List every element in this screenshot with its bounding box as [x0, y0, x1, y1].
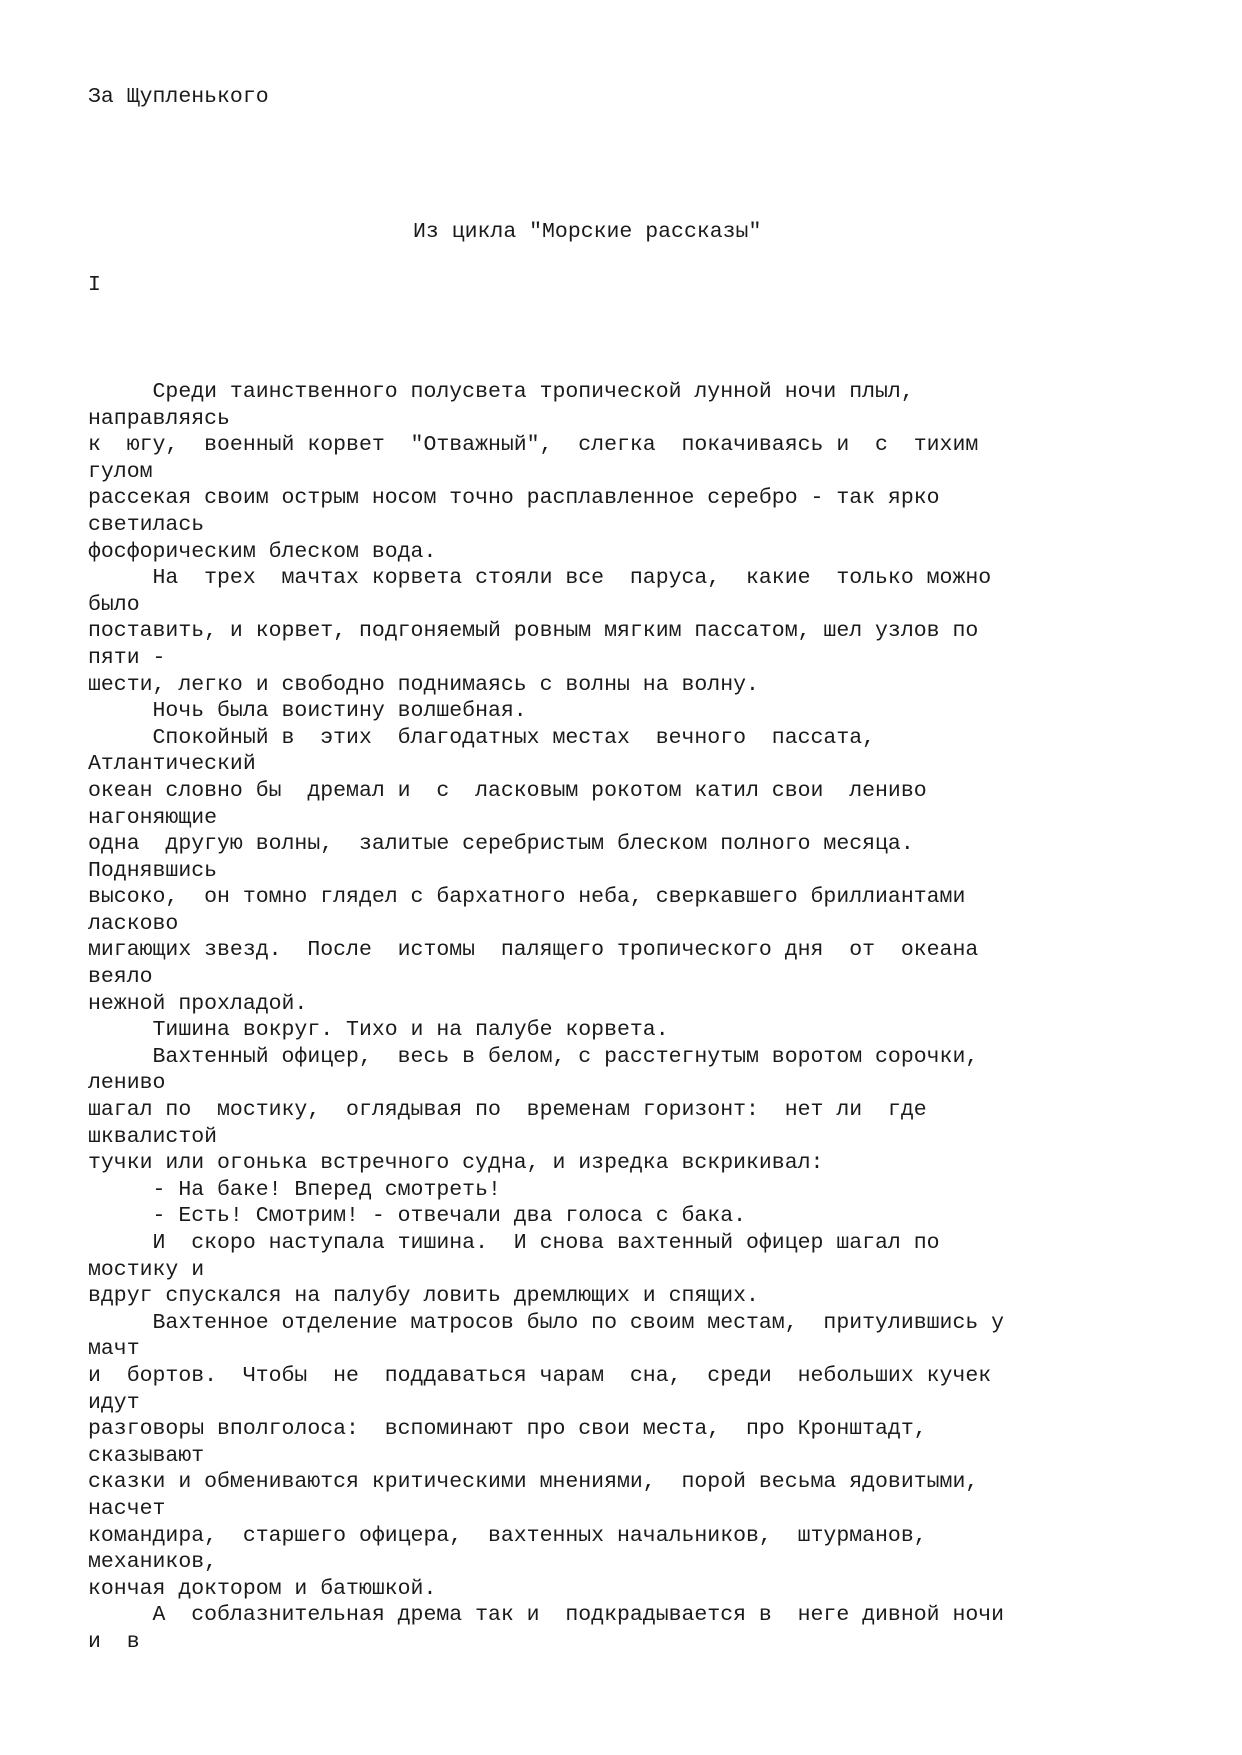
text-line: вдруг спускался на палубу ловить дремлющих и спящих. [88, 1284, 759, 1309]
text-line: океан словно бы дремал и с ласковым рокотом катил свои лениво [88, 778, 927, 803]
text-line: лениво [88, 1071, 166, 1096]
text-line: ласково [88, 911, 179, 936]
text-line: веяло [88, 965, 153, 990]
text-line: фосфорическим блеском вода. [88, 539, 437, 564]
text-line: и бортов. Чтобы не поддаваться чарам сна, среди небольших кучек [88, 1363, 992, 1388]
text-line: направляясь [88, 406, 230, 431]
text-line: рассекая своим острым носом точно расплавленное серебро - так ярко [88, 486, 940, 511]
text-line: насчет [88, 1496, 166, 1521]
text-line: Среди таинственного полусвета тропической лунной ночи плыл, [88, 380, 914, 404]
text-line: разговоры вполголоса: вспоминают про свои места, про Кронштадт, [88, 1417, 927, 1442]
cycle-subtitle: Из цикла "Морские рассказы" [413, 220, 762, 244]
text-line: мигающих звезд. После истомы палящего тропического дня от океана [88, 938, 979, 963]
text-line: командира, старшего офицера, вахтенных начальников, штурманов, [88, 1523, 927, 1548]
text-line: сказки и обмениваются критическими мнениями, порой весьма ядовитыми, [88, 1470, 979, 1495]
text-line: и в [88, 1629, 140, 1654]
text-line: сказывают [88, 1443, 205, 1468]
text-line: мачт [88, 1337, 140, 1362]
text-line: Ночь была воистину волшебная. [88, 699, 527, 724]
text-line: шагал по мостику, оглядывая по временам горизонт: нет ли где [88, 1098, 927, 1123]
text-line: было [88, 592, 140, 617]
text-line: Атлантический [88, 752, 256, 777]
chapter-number: I [88, 273, 101, 297]
text-line: пяти - [88, 645, 166, 670]
text-line: нагоняющие [88, 805, 218, 830]
text-line: механиков, [88, 1550, 218, 1575]
text-line: одна другую волны, залитые серебристым блеском полного месяца. [88, 832, 914, 857]
text-line: - На баке! Вперед смотреть! [88, 1177, 501, 1202]
text-line: тучки или огонька встречного судна, и изредка вскрикивал: [88, 1151, 824, 1176]
text-line: Вахтенное отделение матросов было по своим местам, притулившись у [88, 1310, 1005, 1335]
text-line: светилась [88, 512, 205, 537]
text-line: нежной прохладой. [88, 991, 308, 1016]
story-body [88, 379, 1218, 1656]
text-line: А соблазнительная дрема так и подкрадывается в неге дивной ночи [88, 1603, 1005, 1628]
text-line: шести, легко и свободно поднимаясь с волны на волну. [88, 672, 759, 697]
text-line: гулом [88, 459, 153, 484]
story-title: За Щупленького [88, 85, 269, 109]
text-line: к югу, военный корвет "Отважный", слегка покачиваясь и с тихим [88, 433, 979, 458]
text-line: Спокойный в этих благодатных местах вечного пассата, [88, 725, 876, 750]
text-line: высоко, он томно глядел с бархатного неба, сверкавшего бриллиантами [88, 885, 966, 910]
text-line: Поднявшись [88, 858, 218, 883]
text-line: идут [88, 1390, 140, 1415]
text-line: поставить, и корвет, подгоняемый ровным мягким пассатом, шел узлов по [88, 619, 979, 644]
text-line: Вахтенный офицер, весь в белом, с расстегнутым воротом сорочки, [88, 1044, 979, 1069]
text-line: шквалистой [88, 1124, 218, 1149]
text-line: И скоро наступала тишина. И снова вахтенный офицер шагал по [88, 1231, 940, 1255]
text-line: Тишина вокруг. Тихо и на палубе корвета. [88, 1018, 669, 1043]
text-line: мостику и [88, 1257, 205, 1282]
text-line: кончая доктором и батюшкой. [88, 1576, 437, 1601]
text-line: - Есть! Смотрим! - отвечали два голоса с бака. [88, 1204, 747, 1229]
text-line: На трех мачтах корвета стояли все паруса, какие только можно [88, 566, 992, 591]
